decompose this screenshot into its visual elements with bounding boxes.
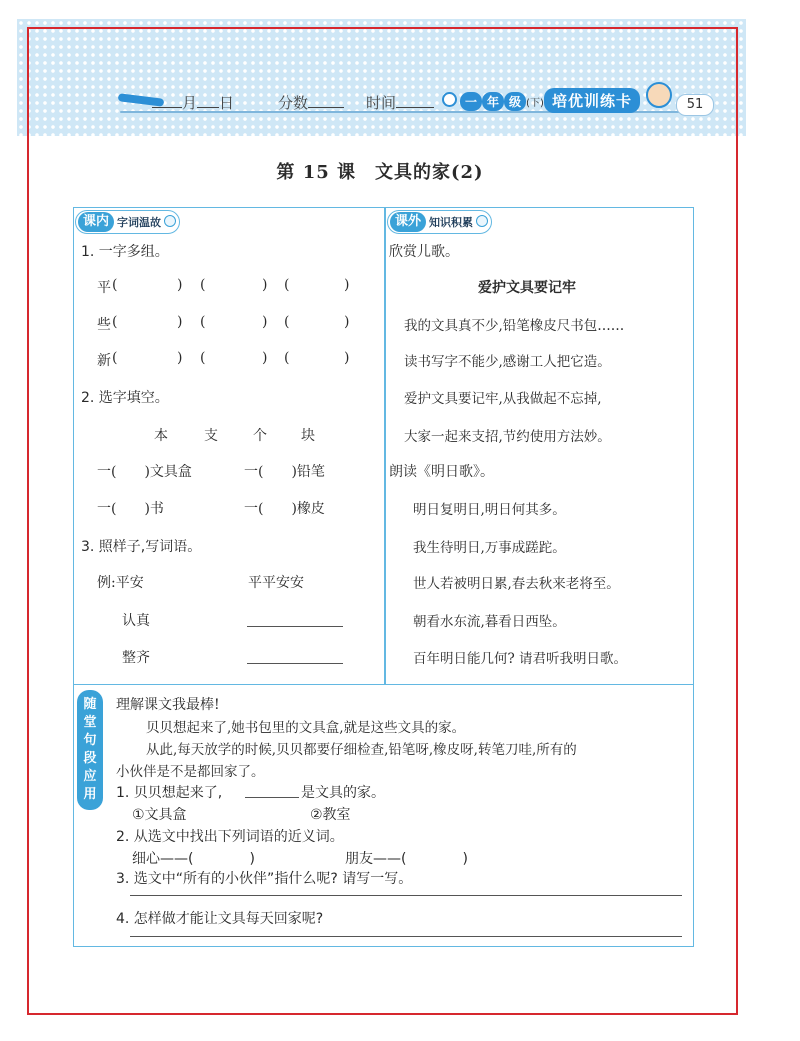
q2-item[interactable]: 一( )橡皮 <box>244 501 325 517</box>
tag-char: 堂 <box>83 715 97 730</box>
right-tag-badge: 课外 <box>390 212 426 232</box>
right-intro: 欣赏儿歌。 <box>389 244 459 260</box>
q3-answer-line[interactable] <box>247 626 343 627</box>
bq2-item[interactable]: 朋友——( ) <box>345 851 468 867</box>
song-line: 大家一起来支招,节约使用方法妙。 <box>404 429 611 445</box>
book-icon <box>476 215 488 227</box>
q1-row-char: 些 <box>97 317 111 333</box>
q3-answer-line[interactable] <box>247 663 343 664</box>
date-fields <box>152 92 234 113</box>
poem-line: 明日复明日,明日何其多。 <box>413 502 566 518</box>
left-section-tag <box>75 210 180 234</box>
bq4-answer-line[interactable] <box>130 936 682 937</box>
score-field <box>278 92 344 113</box>
bq1-after: 是文具的家。 <box>301 785 385 801</box>
paren-open: ( <box>112 277 118 293</box>
song-line: 爱护文具要记牢,从我做起不忘掉, <box>404 391 602 407</box>
song-line: 我的文具真不少,铅笔橡皮尺书包…… <box>404 318 625 334</box>
time-label: 时间 <box>366 94 397 112</box>
paren-open: ( <box>284 350 290 366</box>
right-section-tag <box>387 210 492 234</box>
clock-icon <box>442 92 457 107</box>
passage-line: 贝贝想起来了,她书包里的文具盒,就是这些文具的家。 <box>146 720 466 736</box>
month-blank[interactable] <box>152 93 182 108</box>
poem-line: 朝看水东流,暮看日西坠。 <box>413 614 566 630</box>
right-tag-text: 知识积累 <box>429 216 474 229</box>
q2-label: 2. 选字填空。 <box>81 390 169 406</box>
grade-label <box>460 92 544 111</box>
q3-example-answer: 平平安安 <box>248 575 304 591</box>
bq2-label: 2. 从选文中找出下列词语的近义词。 <box>116 829 344 845</box>
column-divider <box>384 207 386 685</box>
q1-row-char: 平 <box>97 280 111 296</box>
month-label: 月 <box>182 94 198 112</box>
bq1-option[interactable]: ②教室 <box>310 807 351 823</box>
passage-line: 从此,每天放学的时候,贝贝都要仔细检查,铅笔呀,橡皮呀,转笔刀哇,所有的 <box>146 742 577 758</box>
poem-line: 百年明日能几何? 请君听我明日歌。 <box>413 651 628 667</box>
score-label: 分数 <box>278 94 309 112</box>
lesson-title: 第 15 课 文具的家(2) <box>276 162 484 183</box>
tag-char: 用 <box>83 787 97 802</box>
tag-char: 段 <box>83 751 97 766</box>
bq4-label: 4. 怎样做才能让文具每天回家呢? <box>116 911 324 927</box>
q2-item[interactable]: 一( )书 <box>97 501 164 517</box>
bq1-option[interactable]: ①文具盒 <box>132 807 187 823</box>
page-number: 51 <box>676 94 714 116</box>
paren-close: ) <box>177 314 183 330</box>
bq3-answer-line[interactable] <box>130 895 682 896</box>
tag-char: 随 <box>83 697 97 712</box>
bq1-answer-line[interactable] <box>245 797 299 798</box>
paren-open: ( <box>284 277 290 293</box>
paren-close: ) <box>344 277 350 293</box>
poem-line: 我生待明日,万事成蹉跎。 <box>413 540 566 556</box>
grade-one: 一 <box>460 92 482 111</box>
day-label: 日 <box>219 94 235 112</box>
term-label: (下) <box>526 98 544 109</box>
paren-open: ( <box>112 314 118 330</box>
paren-open: ( <box>112 350 118 366</box>
time-blank[interactable] <box>396 93 434 108</box>
q3-word: 认真 <box>122 613 150 629</box>
paren-close: ) <box>262 350 268 366</box>
song-line: 读书写字不能少,感谢工人把它造。 <box>404 354 611 370</box>
bottom-heading: 理解课文我最棒! <box>116 697 220 713</box>
paren-close: ) <box>344 350 350 366</box>
paren-close: ) <box>344 314 350 330</box>
mascot-icon <box>646 82 672 108</box>
grade-ji: 级 <box>504 92 526 111</box>
q3-word: 整齐 <box>122 650 150 666</box>
bq3-label: 3. 选文中“所有的小伙伴”指什么呢? 请写一写。 <box>116 871 413 887</box>
score-blank[interactable] <box>308 93 344 108</box>
left-tag-badge: 课内 <box>78 212 114 232</box>
q2-item[interactable]: 一( )铅笔 <box>244 464 325 480</box>
q2-choice: 支 <box>204 428 218 444</box>
tag-char: 应 <box>83 769 97 784</box>
q1-label: 1. 一字多组。 <box>81 244 169 260</box>
passage-line: 小伙伴是不是都回家了。 <box>116 764 265 780</box>
time-field <box>366 92 434 113</box>
day-blank[interactable] <box>197 93 219 108</box>
bq1-before: 1. 贝贝想起来了, <box>116 785 223 801</box>
q2-choice: 块 <box>301 428 315 444</box>
paren-close: ) <box>177 350 183 366</box>
brand-title: 培优训练卡 <box>544 88 640 113</box>
song-title: 爱护文具要记牢 <box>478 280 576 296</box>
q3-label: 3. 照样子,写词语。 <box>81 539 202 555</box>
bottom-section-tag <box>77 690 103 810</box>
q2-choice: 本 <box>154 428 168 444</box>
paren-close: ) <box>262 277 268 293</box>
grade-nian: 年 <box>482 92 504 111</box>
q3-example-word: 例:平安 <box>97 575 144 591</box>
poem-intro: 朗读《明日歌》。 <box>389 464 494 480</box>
section-divider <box>73 684 694 686</box>
paren-open: ( <box>284 314 290 330</box>
q2-choice: 个 <box>253 428 267 444</box>
paren-close: ) <box>262 314 268 330</box>
paren-close: ) <box>177 277 183 293</box>
poem-line: 世人若被明日累,春去秋来老将至。 <box>413 576 620 592</box>
paren-open: ( <box>200 277 206 293</box>
left-tag-text: 字词温故 <box>117 216 162 229</box>
q2-item[interactable]: 一( )文具盒 <box>97 464 192 480</box>
paren-open: ( <box>200 350 206 366</box>
q1-row-char: 新 <box>97 353 111 369</box>
book-icon <box>164 215 176 227</box>
paren-open: ( <box>200 314 206 330</box>
tag-char: 句 <box>83 733 97 748</box>
bq2-item[interactable]: 细心——( ) <box>132 851 255 867</box>
